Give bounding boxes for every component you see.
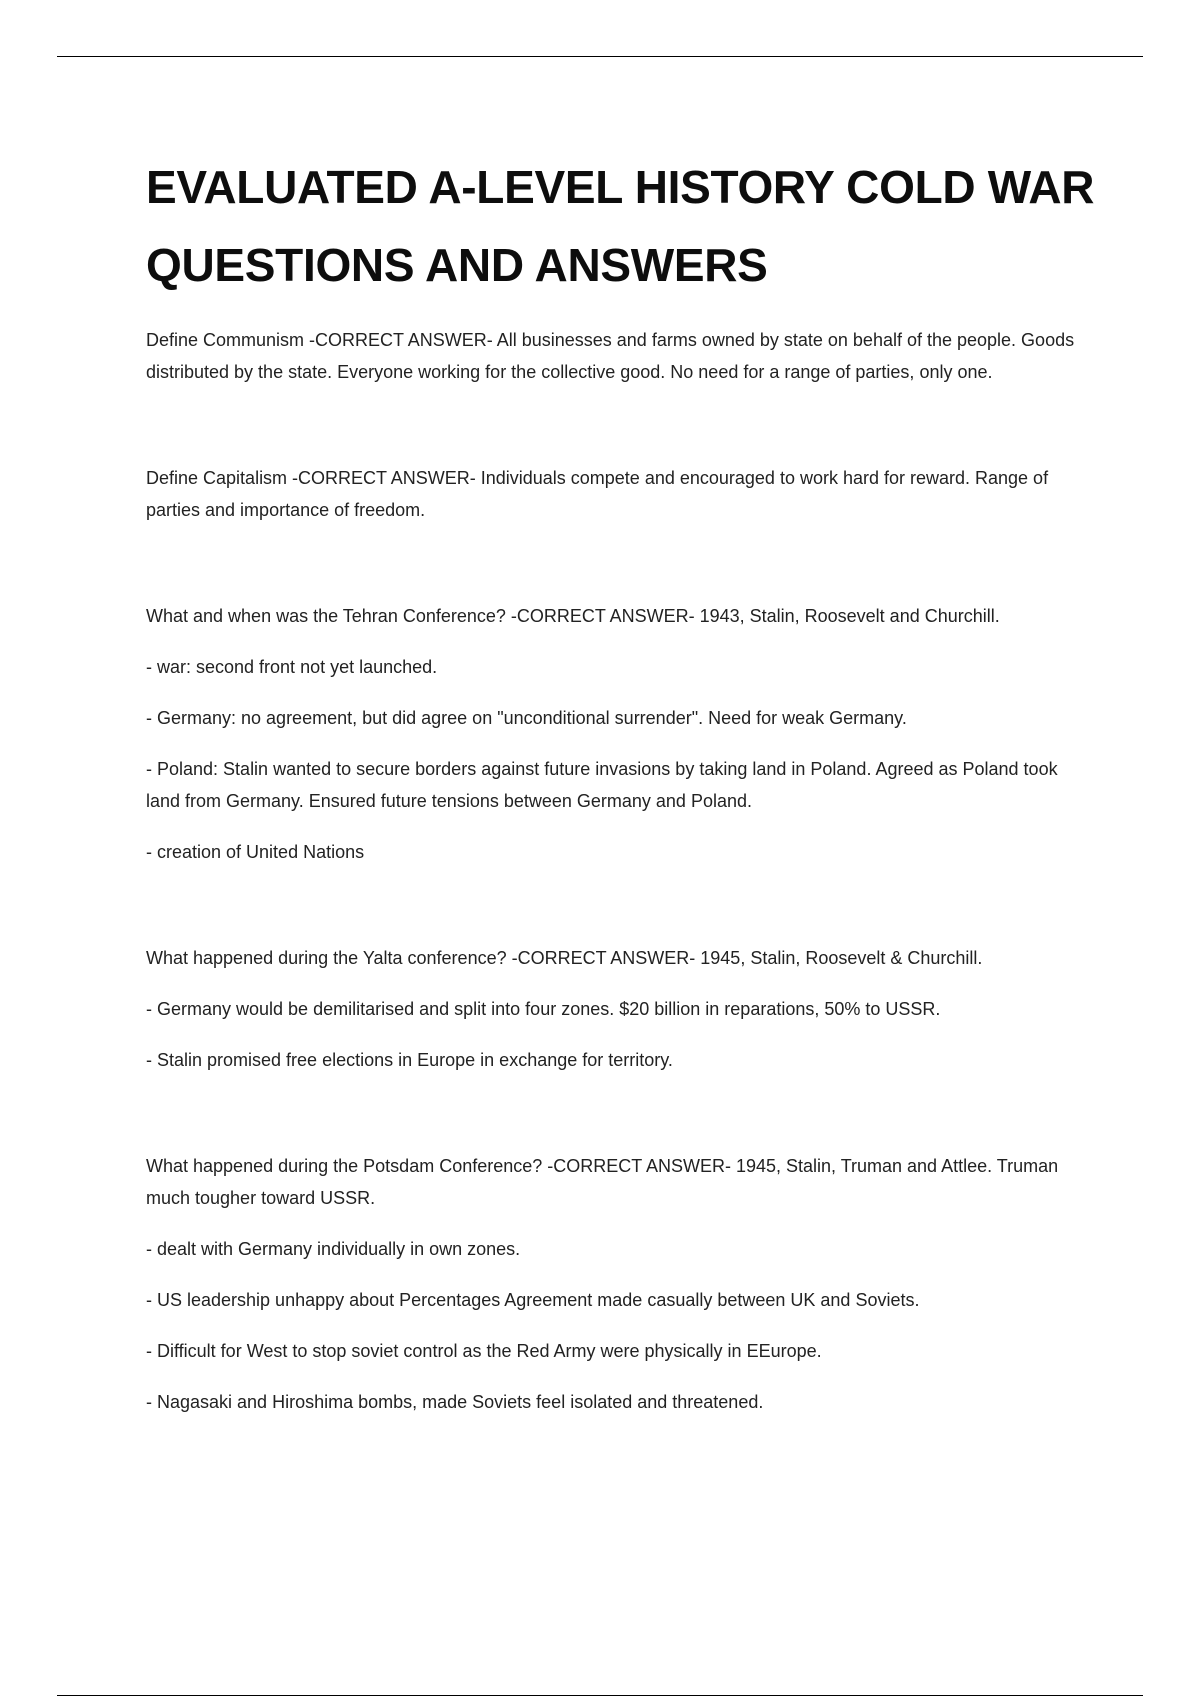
qa-question-answer: What happened during the Yalta conference? -CORRECT ANSWER- 1945, Stalin, Roosevelt & Churchill. <box>146 948 983 968</box>
qa-item-capitalism <box>146 462 1096 526</box>
qa-bullet: - Difficult for West to stop soviet control as the Red Army were physically in EEurope. <box>146 1341 822 1361</box>
header-rule <box>57 56 1143 57</box>
qa-bullet: - creation of United Nations <box>146 842 365 862</box>
qa-separator <box>146 887 1096 942</box>
qa-item-communism <box>146 324 1096 388</box>
qa-question-answer: What and when was the Tehran Conference? -CORRECT ANSWER- 1943, Stalin, Roosevelt and Churchill. <box>146 606 1000 626</box>
qa-bullet: - dealt with Germany individually in own zones. <box>146 1239 521 1259</box>
qa-separator <box>146 407 1096 462</box>
qa-question-answer: What happened during the Potsdam Conference? -CORRECT ANSWER- 1945, Stalin, Truman and Attlee. Truman much tougher toward USSR. <box>146 1156 1059 1208</box>
qa-bullet: - Germany: no agreement, but did agree on "unconditional surrender". Need for weak Germany. <box>146 708 907 728</box>
qa-bullet: - Nagasaki and Hiroshima bombs, made Soviets feel isolated and threatened. <box>146 1392 764 1412</box>
qa-item-tehran <box>146 600 1096 868</box>
qa-separator <box>146 545 1096 600</box>
qa-separator <box>146 1095 1096 1150</box>
qa-item-yalta <box>146 942 1096 1076</box>
document-body <box>146 148 1096 1437</box>
qa-item-potsdam <box>146 1150 1096 1418</box>
qa-bullet: - US leadership unhappy about Percentages Agreement made casually between UK and Soviets. <box>146 1290 920 1310</box>
qa-bullet: - war: second front not yet launched. <box>146 657 438 677</box>
qa-bullet: - Stalin promised free elections in Europe in exchange for territory. <box>146 1050 673 1070</box>
qa-question-answer: Define Communism -CORRECT ANSWER- All businesses and farms owned by state on behalf of the people. Goods distributed by the state. Everyone working for the collective good. No need for a range of parties, only one. <box>146 330 1075 382</box>
qa-bullet: - Germany would be demilitarised and split into four zones. $20 billion in reparations, 50% to USSR. <box>146 999 941 1019</box>
footer-rule <box>57 1695 1143 1696</box>
qa-question-answer: Define Capitalism -CORRECT ANSWER- Individuals compete and encouraged to work hard for reward. Range of parties and importance of freedom. <box>146 468 1049 520</box>
qa-bullet: - Poland: Stalin wanted to secure borders against future invasions by taking land in Poland. Agreed as Poland took land from Germany. Ensured future tensions between Germany and Poland. <box>146 759 1058 811</box>
document-title: EVALUATED A-LEVEL HISTORY COLD WAR QUESTIONS AND ANSWERS <box>146 161 1095 291</box>
